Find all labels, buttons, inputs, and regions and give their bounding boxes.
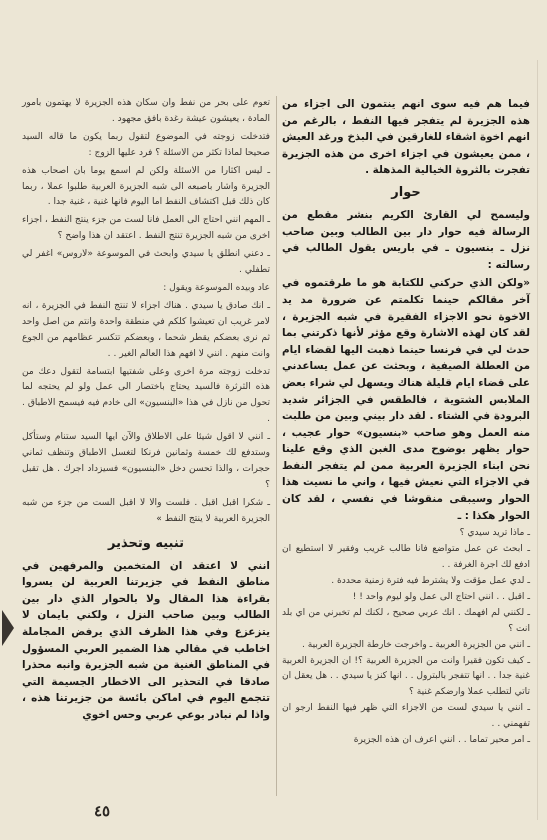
story-paragraph: ـ انك صادق يا سيدي . هناك اجزاء لا تنتج النفط في الجزيرة ، انه لامر غريب ان تعيشوا كلكم في منطقة واحدة وانتم من اصل واحد ثم نرى بعضكم يقطر شحما ، وبعضكم تتكسر عظامهم من الجوع وانت منهم . انني لا افهم هذا العالم الغير . . <box>22 300 270 359</box>
dialog-line: ـ كيف تكون فقيرا وانت من الجزيرة العربية ؟! ان الجزيرة العربية غنية جدا . . انها تتفجر بالبترول . . انها كنز يا سيدي . . هل يعقل ان تاتي لتطلب عملا وارضكم غنية ؟ <box>282 655 530 698</box>
page-edge-shadow <box>537 60 538 820</box>
dialog-line: ـ لدي عمل مؤقت ولا يشترط فيه فترة زمنية محددة . <box>331 575 530 586</box>
column-divider <box>276 96 277 796</box>
dialog-line: ـ ماذا تريد سيدي ؟ <box>459 528 530 539</box>
dialog-line: ـ لكنني لم افهمك . انك عربي صحيح ، لكنك لم تخبرني من اي بلد انت ؟ <box>282 607 530 634</box>
left-column <box>22 96 270 726</box>
dialog-line: ـ امر محير تماما . . انني اعرف ان هذه الجزيرة <box>353 735 530 746</box>
right-column <box>282 96 530 749</box>
section-heading-warning: تنبيه وتحذير <box>107 535 185 551</box>
story-paragraph: عاد وبيده الموسوعة ويقول : <box>163 282 270 293</box>
dialog-line: ـ انني يا سيدي لست من الاجزاء التي ظهر فيها النفط ارجو ان تفهمني . . <box>282 703 530 730</box>
dialog-line: ـ اقبل . . انني احتاج الى عمل ولو ليوم واحد ! ! <box>352 591 530 602</box>
page-number: ٤٥ <box>94 802 111 820</box>
intro-paragraph: فيما هم فيه سوى انهم ينتمون الى اجزاء من هذه الجزيرة لم يتفجر فيها النفط ، بالرغم من انهم اخوة اشقاء للغارقين في البذخ ورغد العيش ، ممن يعيشون في اجزاء اخرى من هذه الجزيرة تفجرت بالثروة الخيالية المذهلة . <box>282 98 530 177</box>
story-paragraph: ـ دعني انطلق يا سيدي وابحث في الموسوعة «لاروس» اغفر لي تطفلي . <box>22 249 270 276</box>
warning-paragraph: انني لا اعتقد ان المتخمين والمرفهين في مناطق النفط في جزيرتنا العربية لن يسروا بقراءة هذا المقال ولا بالحوار الذي دار بين الطالب وبين صاحب النزل ، ولكني بايمان لا يتزعزع وفي هذا الظرف الذي يرفض المجاملة اخاطب في مقالي هذا الضمير العربي المسؤول في المناطق الغنية من شبه الجزيرة وانبه محذرا صادقا في التحذير الى الاخطار الجسيمة التي تتجمع اليوم في اماكن بائسة من جزيرتنا هذه ، واذا لم نبادر بوعي عربي وحس اخوي <box>22 559 270 721</box>
story-paragraph: ـ ليس اكثارا من الاسئلة ولكن لم اسمع يوما بان اصحاب هذه الجزيرة واشار باصبعه الى شبه الجزيرة العربية طلبوا عملا ، ربما كان ذلك قبل اكتشاف النفط اما اليوم فانها غنية ، غنية جدا . <box>22 165 270 208</box>
story-paragraph: تدخلت زوجته مرة اخرى وعلى شفتيها ابتسامة لتقول دعك من هذه الثرثرة فالسيد يحتاج باختصار الى عمل ولو لم يحتجه لما تحول من نازل في هذا «البنسيون» الى خادم فيه فيسمح الاطباق . . <box>22 366 270 425</box>
story-paragraph: «ولكن الذي حركني للكتابة هو ما طرقتموه في آخر مقالكم حينما تكلمتم عن ضرورة مد يد الاخوة نحو الاجزاء الفقيرة في شبه الجزيرة ، لقد كان لهذه الاشارة وقع مؤثر لأنها ذكرتني بما حدث لي في فرنسا حينما ذهبت اليها لقضاء ايام من العطلة الصيفية ، وبحثت عن عمل يساعدني على قضاء ايام قليلة هناك ويسهل لي شراء بعض الملابس الشتوية ، فالطقس في الجزائر شديد البرودة في الشتاء . لقد دار بيني وبين من طلبت منه العمل وهو صاحب «بنسيون» حوار عجيب ، حوار يظهر بوضوح مدى الغبن الذي وقع علينا نحن ابناء الجزيرة العربية ممن لم يتفجر النفط في الاجزاء التي نعيش فيها ، واني ما نسيت هذا الحوار وسيبقى منقوشا في نفسي ، لقد كان الحوار هكذا : ـ <box>282 277 530 522</box>
section-heading-dialogue: حوار <box>391 184 421 200</box>
page-corner-marker-icon <box>2 610 14 646</box>
story-paragraph: فتدخلت زوجته في الموضوع لتقول ربما يكون ما قاله السيد صحيحا لماذا تكثر من الاسئلة ؟ فرد عليها الزوج : <box>22 131 270 158</box>
letter-paragraph: وليسمح لي القارئ الكريم بنشر مقطع من الرسالة فيه حوار دار بين الطالب وبين صاحب نزل ـ بنسيون ـ في باريس يقول الطالب في رسالته : <box>282 208 530 271</box>
story-paragraph: ـ شكرا اقبل اقبل . فلست والا لا اقبل الست من جزء من شبه الجزيرة العربية لا ينتج النفط » <box>22 497 270 524</box>
dialog-line: ـ انني من الجزيرة العربية ـ واخرجت خارطة الجزيرة العربية . <box>301 639 530 650</box>
story-paragraph: ـ المهم انني احتاج الى العمل فانا لست من جزء ينتج النفط ، اجزاء اخرى من شبه الجزيرة تنتج النفط . اعتقد ان هذا واضح ؟ <box>22 215 270 242</box>
story-paragraph: ـ انني لا اقول شيئا على الاطلاق والآن ايها السيد ستنام وستأكل وستدفع لك خمسة وثمانين فرنكا لتغسل الاطباق وتنظف ثماني حجرات ، والذا تحسن دخل «البنسيون» فسيزداد اجرك . هل تقبل ؟ <box>22 432 270 490</box>
continuation-paragraph: تعوم على بحر من نفط وان سكان هذه الجزيرة لا يهتمون بامور المادة ، يعيشون عيشة رغدة بافق مجهود . <box>22 98 270 124</box>
dialog-line: ـ ابحث عن عمل متواضع فانا طالب غريب وفقير لا استطيع ان ادفع لك اجرة الغرفة . . <box>282 544 530 571</box>
